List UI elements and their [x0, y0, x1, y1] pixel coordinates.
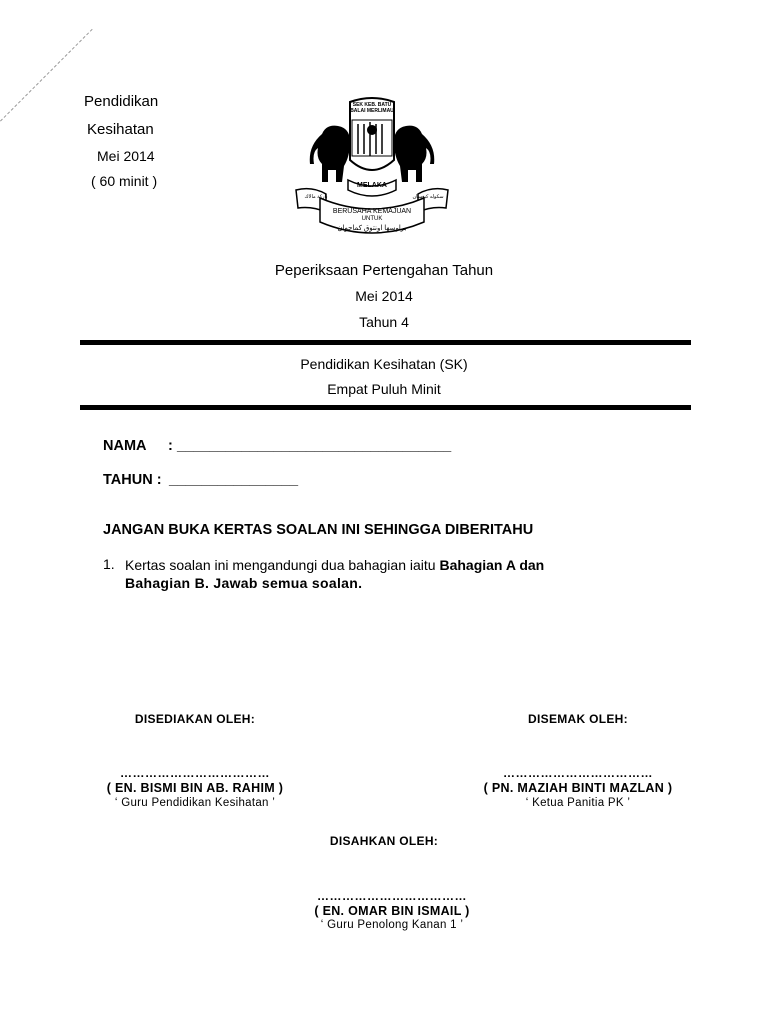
exam-title: Peperiksaan Pertengahan Tahun: [274, 262, 494, 279]
crest-motto-line1: BERUSAHA KEMAJUAN: [332, 208, 412, 215]
checked-label: DISEMAK OLEH:: [528, 712, 628, 726]
instruction-plain: Kertas soalan ini mengandungi dua bahagian iaitu: [125, 557, 440, 573]
exam-year: Tahun 4: [359, 314, 409, 330]
nama-label: NAMA: [103, 438, 147, 454]
exam-subject: Pendidikan Kesihatan (SK): [300, 356, 468, 372]
crest-top-text: SEK KEB. BATU BALAI MERLIMAU: [350, 102, 394, 114]
checked-name: ( PN. MAZIAH BINTI MAZLAN ): [483, 781, 673, 795]
prepared-role: ‘ Guru Pendidikan Kesihatan ’: [114, 797, 276, 809]
prepared-dots: ………………………………: [120, 766, 270, 780]
instruction-bold-1: Bahagian A dan: [439, 557, 545, 573]
prepared-label: DISEDIAKAN OLEH:: [134, 712, 256, 726]
instruction-number: 1.: [103, 556, 115, 572]
bottom-divider: [80, 405, 691, 410]
instruction-bold-2: Bahagian B. Jawab semua soalan.: [125, 575, 363, 591]
checked-role: ‘ Ketua Panitia PK ’: [525, 797, 631, 809]
checked-dots: ………………………………: [503, 766, 653, 780]
nama-blank[interactable]: __________________________________: [177, 438, 452, 454]
approved-name: ( EN. OMAR BIN ISMAIL ): [314, 904, 470, 918]
warning-text: JANGAN BUKA KERTAS SOALAN INI SEHINGGA DIBERITAHU: [103, 522, 534, 538]
crest-state-text: MELAKA: [357, 182, 387, 189]
approved-role: ‘ Guru Penolong Kanan 1 ’: [320, 919, 464, 931]
corner-fold-line: [0, 29, 93, 122]
tahun-blank[interactable]: ________________: [169, 472, 299, 488]
approved-dots: ………………………………: [317, 889, 467, 903]
subject-line-2: Kesihatan: [87, 121, 154, 138]
header-date: Mei 2014: [97, 148, 155, 164]
crest-jawi-right: سكوله كبغسان: [412, 194, 444, 200]
crest-jawi-motto: براوسها اونتوق كماجوان: [337, 225, 407, 232]
approved-label: DISAHKAN OLEH:: [329, 834, 439, 848]
crest-motto-line2: UNTUK: [361, 216, 383, 222]
crest-jawi-left: باركة مالاك: [304, 194, 328, 200]
nama-colon: :: [168, 438, 173, 454]
instruction-item: [125, 556, 605, 575]
tahun-label: TAHUN :: [103, 472, 162, 488]
exam-date: Mei 2014: [355, 288, 413, 304]
subject-line-1: Pendidikan: [84, 93, 159, 110]
exam-duration: Empat Puluh Minit: [327, 381, 441, 397]
prepared-name: ( EN. BISMI BIN AB. RAHIM ): [106, 781, 284, 795]
top-divider: [80, 340, 691, 345]
school-crest-logo: [292, 94, 452, 244]
header-duration: ( 60 minit ): [91, 173, 158, 189]
